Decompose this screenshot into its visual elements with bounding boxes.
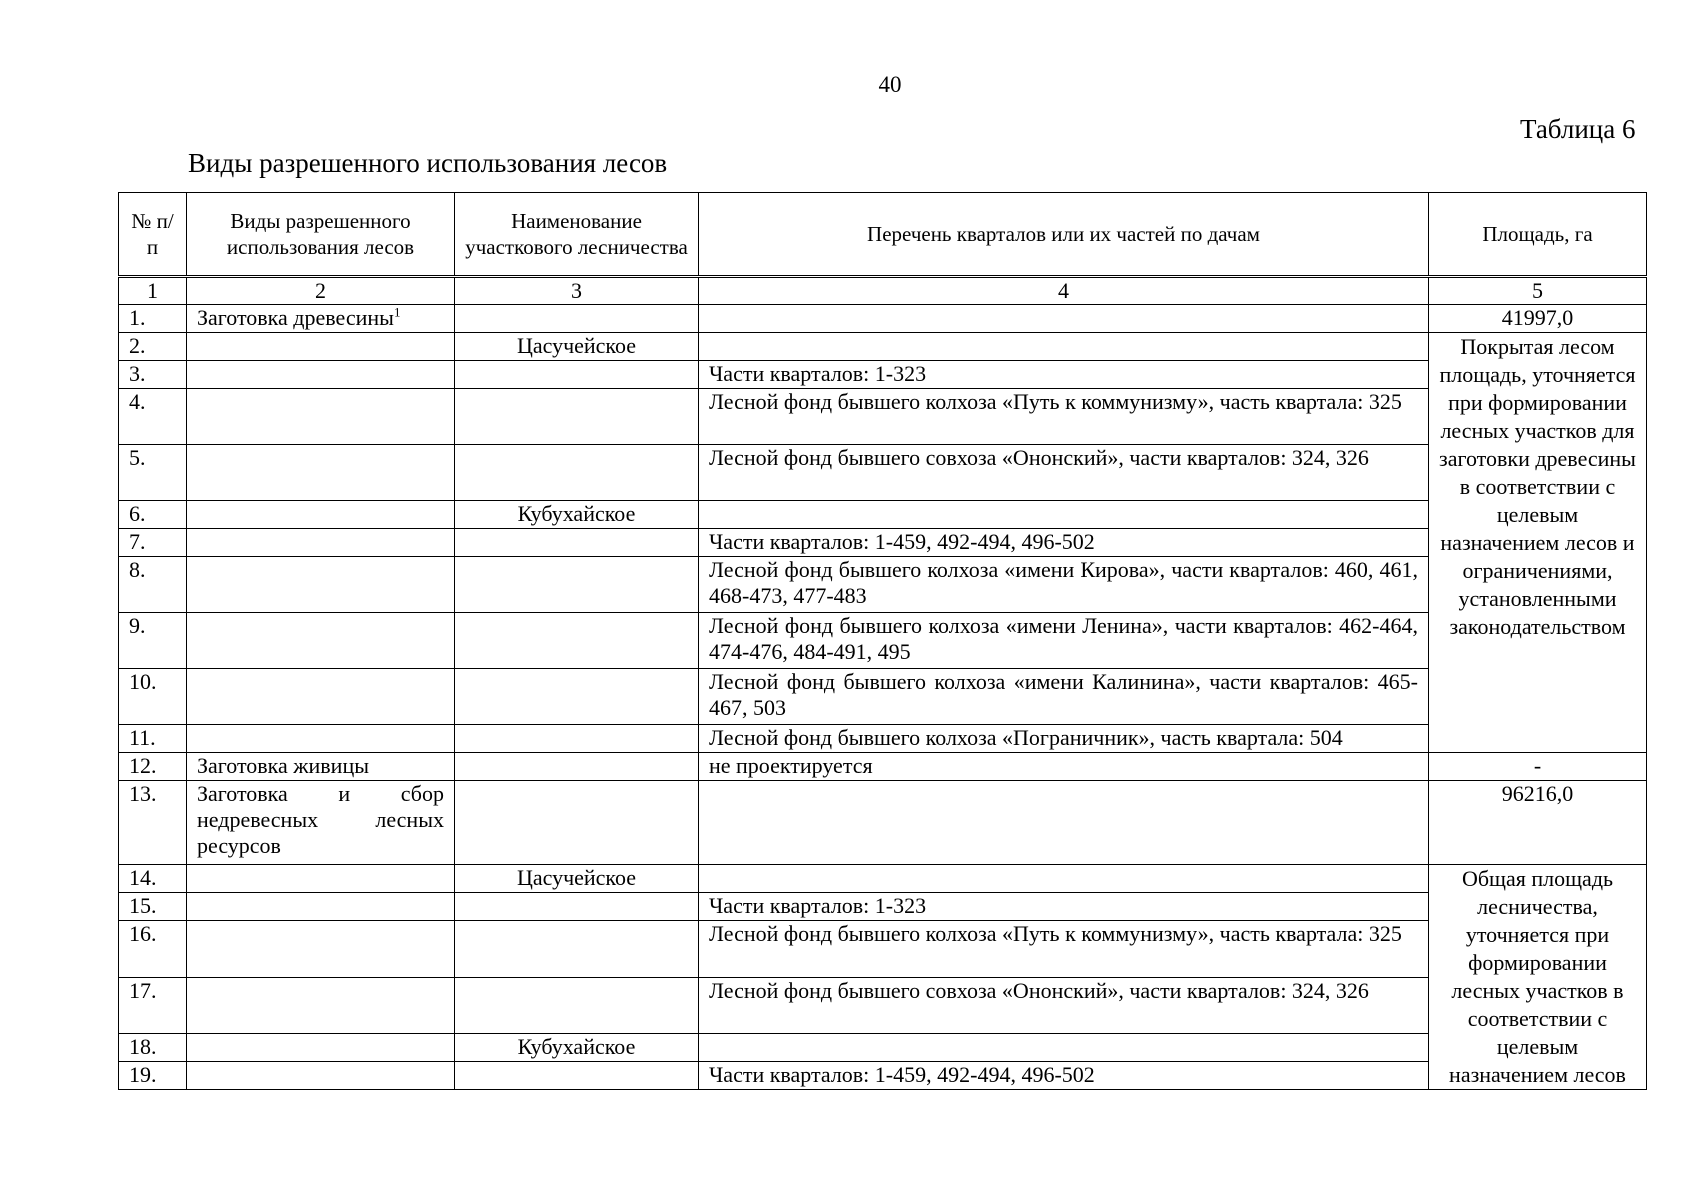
forestry-cell	[455, 1061, 699, 1089]
use-type-cell	[187, 725, 455, 753]
table-row	[119, 389, 1647, 445]
forestry-cell	[455, 893, 699, 921]
use-type-cell	[187, 333, 455, 361]
use-type-cell	[187, 389, 455, 445]
forestry-cell	[455, 753, 699, 781]
use-type-text: Заготовка древесины	[197, 305, 394, 330]
quarters-cell	[699, 865, 1429, 893]
use-type-cell	[187, 501, 455, 529]
quarters-cell: Лесной фонд бывшего колхоза «Путь к коммунизму», часть квартала: 325	[699, 921, 1429, 977]
table-row	[119, 893, 1647, 921]
row-number: 6.	[119, 501, 187, 529]
forestry-cell	[455, 725, 699, 753]
column-number-row	[119, 277, 1647, 305]
forestry-cell: Цасучейское	[455, 333, 699, 361]
forestry-cell	[455, 977, 699, 1033]
row-number: 15.	[119, 893, 187, 921]
table-row	[119, 529, 1647, 557]
header-forestry: Наименование участкового лесничества	[455, 193, 699, 277]
column-number: 3	[455, 277, 699, 305]
table-row	[119, 921, 1647, 977]
use-type-cell	[187, 445, 455, 501]
quarters-cell: Части кварталов: 1-323	[699, 361, 1429, 389]
row-number: 5.	[119, 445, 187, 501]
quarters-cell: не проектируется	[699, 753, 1429, 781]
table-row	[119, 557, 1647, 613]
area-note-cell: Общая площадь лесничества, уточняется при формировании лесных участков в соответствии с целевым назначением лесов	[1429, 865, 1647, 1090]
table-row	[119, 1033, 1647, 1061]
table-header-row	[119, 193, 1647, 277]
forestry-cell	[455, 529, 699, 557]
use-type-cell	[187, 921, 455, 977]
use-type-cell	[187, 305, 455, 333]
area-cell: -	[1429, 753, 1647, 781]
quarters-cell: Лесной фонд бывшего совхоза «Ононский», части кварталов: 324, 326	[699, 445, 1429, 501]
row-number: 8.	[119, 557, 187, 613]
use-type-cell: Заготовка и сбор недревесных лесных ресурсов	[187, 781, 455, 865]
quarters-cell: Лесной фонд бывшего колхоза «имени Кирова», части кварталов: 460, 461, 468-473, 477-483	[699, 557, 1429, 613]
row-number: 2.	[119, 333, 187, 361]
table-row	[119, 725, 1647, 753]
quarters-cell: Части кварталов: 1-323	[699, 893, 1429, 921]
quarters-cell: Лесной фонд бывшего колхоза «Путь к коммунизму», часть квартала: 325	[699, 389, 1429, 445]
table-row	[119, 865, 1647, 893]
forestry-cell: Кубухайское	[455, 501, 699, 529]
forestry-cell: Цасучейское	[455, 865, 699, 893]
quarters-cell: Лесной фонд бывшего колхоза «имени Ленина», части кварталов: 462-464, 474-476, 484-491, 495	[699, 613, 1429, 669]
use-type-cell	[187, 613, 455, 669]
table-row	[119, 781, 1647, 865]
header-quarters: Перечень кварталов или их частей по дачам	[699, 193, 1429, 277]
row-number: 19.	[119, 1061, 187, 1089]
table-row	[119, 305, 1647, 333]
use-type-cell	[187, 669, 455, 725]
quarters-cell: Лесной фонд бывшего совхоза «Ононский», части кварталов: 324, 326	[699, 977, 1429, 1033]
row-number: 11.	[119, 725, 187, 753]
quarters-cell: Части кварталов: 1-459, 492-494, 496-502	[699, 1061, 1429, 1089]
table-row	[119, 333, 1647, 361]
table-row	[119, 669, 1647, 725]
header-area: Площадь, га	[1429, 193, 1647, 277]
table-row	[119, 753, 1647, 781]
row-number: 18.	[119, 1033, 187, 1061]
document-title: Виды разрешенного использования лесов	[188, 148, 668, 178]
table-row	[119, 361, 1647, 389]
footnote-marker: 1	[393, 304, 401, 320]
column-number: 4	[699, 277, 1429, 305]
area-note-cell: Покрытая лесом площадь, уточняется при формировании лесных участков для заготовки древесины в соответствии с целевым назначением лесов и ограничениями, установленными законодательством	[1429, 333, 1647, 753]
forestry-cell	[455, 669, 699, 725]
row-number: 16.	[119, 921, 187, 977]
forestry-cell	[455, 445, 699, 501]
use-type-cell: Заготовка живицы	[187, 753, 455, 781]
quarters-cell: Части кварталов: 1-459, 492-494, 496-502	[699, 529, 1429, 557]
forestry-cell	[455, 613, 699, 669]
forestry-cell	[455, 305, 699, 333]
quarters-cell	[699, 781, 1429, 865]
quarters-cell	[699, 1033, 1429, 1061]
column-number: 1	[119, 277, 187, 305]
use-type-cell	[187, 977, 455, 1033]
row-number: 13.	[119, 781, 187, 865]
row-number: 10.	[119, 669, 187, 725]
row-number: 14.	[119, 865, 187, 893]
forestry-cell: Кубухайское	[455, 1033, 699, 1061]
column-number: 2	[187, 277, 455, 305]
table-row	[119, 613, 1647, 669]
quarters-cell	[699, 333, 1429, 361]
quarters-cell	[699, 501, 1429, 529]
use-type-cell	[187, 557, 455, 613]
table-row	[119, 445, 1647, 501]
row-number: 9.	[119, 613, 187, 669]
forestry-cell	[455, 921, 699, 977]
forestry-cell	[455, 361, 699, 389]
quarters-cell: Лесной фонд бывшего колхоза «имени Калинина», части кварталов: 465-467, 503	[699, 669, 1429, 725]
quarters-cell: Лесной фонд бывшего колхоза «Пограничник», часть квартала: 504	[699, 725, 1429, 753]
forestry-cell	[455, 781, 699, 865]
table-row	[119, 501, 1647, 529]
row-number: 12.	[119, 753, 187, 781]
row-number: 17.	[119, 977, 187, 1033]
page-number: 40	[878, 72, 902, 97]
column-number: 5	[1429, 277, 1647, 305]
row-number: 1.	[119, 305, 187, 333]
area-cell: 41997,0	[1429, 305, 1647, 333]
row-number: 7.	[119, 529, 187, 557]
table-row	[119, 977, 1647, 1033]
use-type-cell	[187, 1061, 455, 1089]
use-type-cell	[187, 865, 455, 893]
forestry-cell	[455, 389, 699, 445]
use-type-cell	[187, 893, 455, 921]
table-row	[119, 1061, 1647, 1089]
use-type-cell	[187, 1033, 455, 1061]
area-cell: 96216,0	[1429, 781, 1647, 865]
row-number: 4.	[119, 389, 187, 445]
header-use-type: Виды разрешенного использования лесов	[187, 193, 455, 277]
quarters-cell	[699, 305, 1429, 333]
forest-use-table	[118, 192, 1647, 1090]
row-number: 3.	[119, 361, 187, 389]
table-label: Таблица 6	[1520, 114, 1636, 144]
use-type-cell	[187, 529, 455, 557]
use-type-cell	[187, 361, 455, 389]
header-number: № п/п	[119, 193, 187, 277]
forestry-cell	[455, 557, 699, 613]
